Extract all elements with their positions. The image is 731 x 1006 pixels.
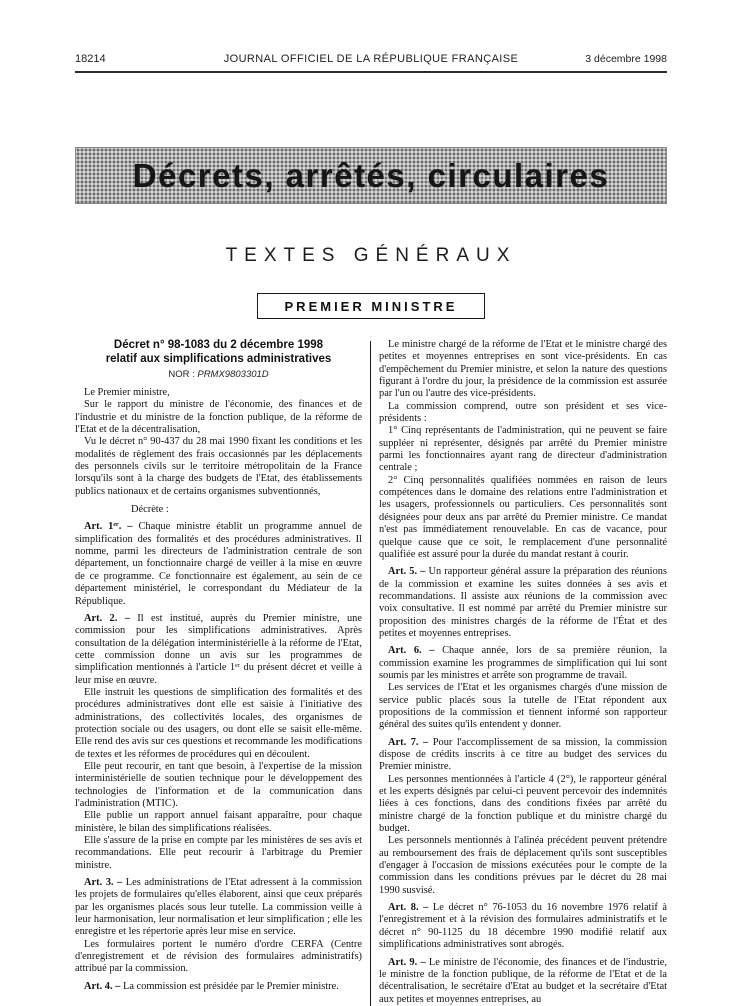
article-number: Art. 9. –	[388, 956, 429, 968]
paragraph-text: Chaque année, lors de sa première réunion, la commission examine les programmes de simplification qui lui sont soumis par les ministres et arrête son programme de travail.	[379, 645, 667, 681]
column-divider	[370, 341, 371, 1006]
paragraph-text: Vu le décret n° 90-437 du 28 mai 1990 fixant les conditions et les modalités de règlement des frais occasionnés par les déplacements des personnels civils sur le territoire métropolitain de la France lorsqu'ils sont à la charge des budgets de l'Etat, des établissements publics nationaux et de certains organismes subventionnés,	[75, 436, 362, 497]
paragraph-text: 2° Cinq personnalités qualifiées nommées en raison de leurs compétences dans le domaine des relations entre l'administration et les usagers, professionnels ou particuliers. Ces personnalités sont désignées pour deux ans par arrêté du Premier ministre. Ce mandat n'est pas immédiatement renouvelable. En cas de vacance, pour quelque cause que ce soit, le remplacement d'une personnalité qualifiée est assuré pour la durée du mandat restant à courir.	[379, 474, 667, 560]
article-paragraph	[75, 521, 362, 607]
article-paragraph	[379, 566, 667, 640]
paragraph	[75, 387, 362, 399]
article-number: Art. 7. –	[388, 736, 433, 748]
article-paragraph	[379, 902, 667, 951]
ministry-heading: PREMIER MINISTRE	[257, 293, 486, 319]
paragraph-text: Elle publie un rapport annuel faisant apparaître, pour chaque ministère, le bilan des simplifications réalisées.	[75, 810, 362, 834]
decree-title-line1: Décret n° 98-1083 du 2 décembre 1998	[113, 339, 324, 351]
paragraph-text: La commission est présidée par le Premier ministre.	[122, 980, 339, 992]
paragraph-text: Un rapporteur général assure la préparation des réunions de la commission et examine les suites données à ses avis et recommandations. Il assiste aux réunions de la commission avec voix consultative. Il est nommé par arrêté du Premier ministre sur proposition des ministres chargés de la réforme de l'État et des petites et moyennes entreprises.	[379, 566, 667, 639]
paragraph	[379, 835, 667, 897]
article-paragraph	[379, 737, 667, 774]
article-number: Art. 8. –	[388, 902, 433, 914]
article-number: Art. 6. –	[388, 645, 443, 657]
paragraph-text: Décrète :	[131, 504, 169, 516]
paragraph-text: Le Premier ministre,	[84, 387, 170, 398]
paragraph	[379, 425, 667, 474]
paragraph	[75, 835, 362, 872]
article-number: Art. 5. –	[388, 566, 429, 578]
paragraph-text: Le ministre de l'économie, des finances et de l'industrie, le ministre de la fonction publique, de la réforme de l'Etat et de la décentralisation, le secrétaire d'Etat au budget et la secrétaire d'Etat aux petites et moyennes entreprises, au	[379, 956, 667, 1005]
paragraph-text: Le ministre chargé de la réforme de l'Etat et le ministre chargé des petites et moyennes entreprises en sont vice-présidents. En cas d'empêchement du Premier ministre, et selon la nature des questions figurant à l'ordre du jour, la présidence de la commission est assurée par l'un ou l'autre des vice-présidents.	[379, 339, 667, 400]
text-columns	[75, 338, 667, 1006]
article-paragraph	[75, 981, 362, 993]
paragraph-text: Elle s'assure de la prise en compte par les ministères de ses avis et recommandations. Elle peut recourir à l'arbitrage du Premier ministre.	[75, 835, 362, 871]
article-number: Art. 2. –	[84, 612, 138, 624]
paragraph-text: 1° Cinq représentants de l'administration, qui ne peuvent se faire suppléer ni représenter, désignés par arrêté du Premier ministre parmi les fonctionnaires ayant rang de directeur d'administration centrale ;	[379, 425, 667, 474]
paragraph-text: Elle peut recourir, en tant que besoin, à l'expertise de la mission interministérielle de soutien technique pour le développement des technologies de l'information et de la communication dans l'administration (MTIC).	[75, 760, 362, 809]
paragraph-text: Il est institué, auprès du Premier ministre, une commission pour les simplifications administratives. Après consultation de la délégation interministérielle à la réforme de l'Etat, cette commission donne un avis sur les programmes de simplification mentionnés à l'article 1ᵉʳ du présent décret et veille à leur mise en œuvre.	[75, 612, 362, 686]
paragraph-text: Pour l'accomplissement de sa mission, la commission dispose de crédits inscrits à ce titre au budget des services du Premier ministre.	[379, 736, 667, 773]
nor-code: PRMX9803301D	[197, 369, 269, 380]
paragraph	[75, 436, 362, 498]
paragraph	[75, 810, 362, 835]
article-paragraph	[379, 645, 667, 682]
journal-title: JOURNAL OFFICIEL DE LA RÉPUBLIQUE FRANÇAISE	[223, 53, 519, 65]
page-header	[75, 52, 667, 66]
section-title: TEXTES GÉNÉRAUX	[225, 245, 517, 266]
paragraph	[75, 399, 362, 436]
page-number: 18214	[75, 53, 106, 65]
article-number: Art. 1ᵉʳ. –	[84, 521, 139, 533]
paragraph	[75, 761, 362, 810]
paragraph	[379, 475, 667, 561]
paragraph-text: Elle instruit les questions de simplification des formalités et des procédures administratives dont elle est saisie à l'initiative des administrations, des collectivités locales, des organismes de protection sociale ou des usagers, ou dont elle se saisit elle-même. Elle rend des avis sur ces questions et recommande les modifications de textes et les réformes de procédures qui en découlent.	[75, 686, 362, 760]
left-column	[75, 338, 362, 1006]
right-column	[379, 338, 667, 1006]
banner-title: Décrets, arrêtés, circulaires	[132, 156, 610, 194]
article-paragraph	[379, 957, 667, 1006]
paragraph-text: Les formulaires portent le numéro d'ordre CERFA (Centre d'enregistrement et de révision des formulaires administratifs) attribué par la commission.	[75, 938, 362, 975]
paragraph-text: Les personnels mentionnés à l'alinéa précédent peuvent prétendre au remboursement des frais de déplacement qu'ils sont susceptibles d'engager à l'occasion de missions exécutées pour le compte de la commission dans les conditions prévues par le décret du 28 mai 1990 susvisé.	[379, 835, 667, 896]
paragraph-text: Les services de l'Etat et les organismes chargés d'une mission de service public placés sous la tutelle de l'Etat répondent aux propositions de la commission et tiennent informé son rapporteur général des suites qu'ils entendent y donner.	[379, 682, 667, 731]
decree-title-line2: relatif aux simplifications administratives	[105, 353, 332, 365]
paragraph-text: Chaque ministre établit un programme annuel de simplification des formalités et des procédures administratives. Il nomme, parmi les directeurs de l'administration centrale de son département, un fonctionnaire chargé de veiller à la mise en œuvre de ce programme. Ce fonctionnaire est également, au sein de ce département ministériel, le correspondant du Médiateur de la République.	[75, 521, 362, 607]
paragraph	[379, 774, 667, 836]
ministry-heading-wrap	[75, 293, 667, 319]
decrete-line	[131, 504, 362, 516]
article-number: Art. 4. –	[84, 980, 123, 992]
paragraph-text: La commission comprend, outre son président et ses vice-présidents :	[379, 400, 667, 425]
paragraph	[75, 687, 362, 761]
decree-heading	[75, 338, 362, 380]
section-banner	[75, 147, 667, 204]
nor-label: NOR :	[168, 369, 195, 380]
paragraph	[379, 401, 667, 426]
article-number: Art. 3. –	[84, 877, 126, 889]
issue-date: 3 décembre 1998	[585, 53, 667, 65]
paragraph-text: Les personnes mentionnées à l'article 4 (2°), le rapporteur général et les experts désignés par celui-ci peuvent percevoir des indemnités liées à ces fonctions, dans des conditions fixées par arrêté du ministre chargé de la fonction publique et du ministre chargé du budget.	[379, 773, 667, 835]
nor-line	[75, 369, 362, 380]
article-paragraph	[75, 613, 362, 687]
article-paragraph	[75, 877, 362, 939]
paragraph-text: Sur le rapport du ministre de l'économie, des finances et de l'industrie et du ministre de la fonction publique, de la réforme de l'Etat et de la décentralisation,	[75, 399, 362, 436]
paragraph	[75, 939, 362, 976]
paragraph	[379, 339, 667, 401]
paragraph-text: Le décret n° 76-1053 du 16 novembre 1976 relatif à l'enregistrement et à la révision des formulaires administratifs et le décret n° 90-1125 du 18 décembre 1990 modifié relatif aux simplifications administratives sont abrogés.	[379, 902, 667, 951]
paragraph	[379, 682, 667, 731]
paragraph-text: Les administrations de l'Etat adressent à la commission les projets de formulaires qu'elles élaborent, ainsi que ceux préparés par les organismes placés sous leur tutelle. La commission veille à leur harmonisation, leur normalisation et leur simplification ; elle les enregistre et les répertorie après leur mise en service.	[75, 877, 362, 938]
header-rule	[75, 71, 667, 73]
